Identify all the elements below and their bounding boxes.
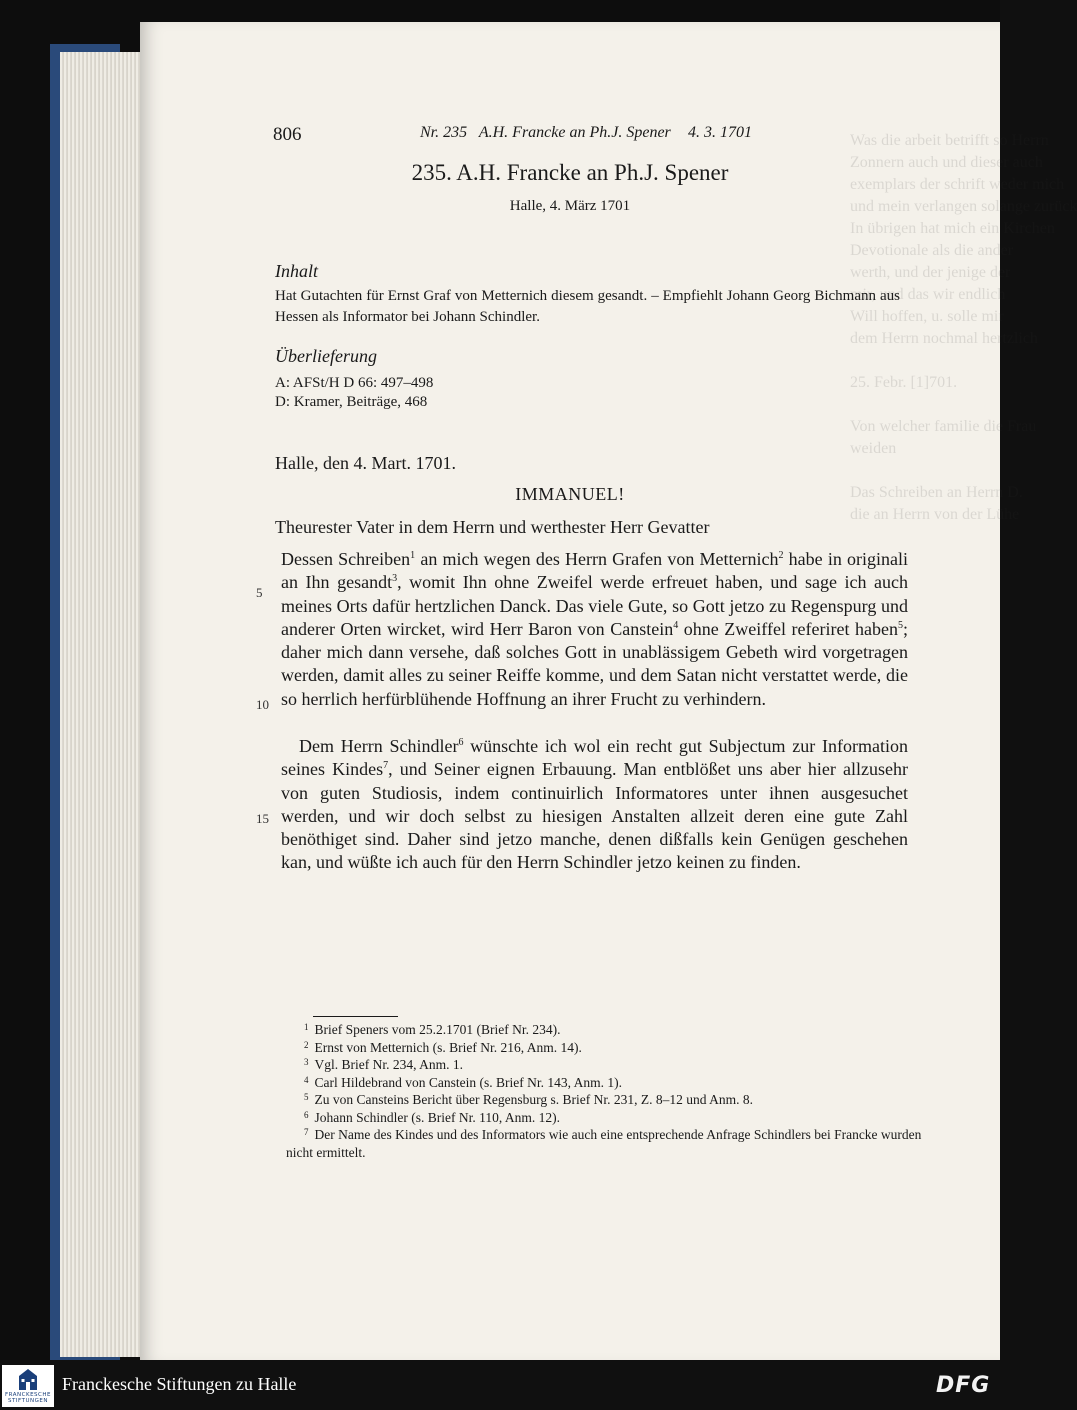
letter-dateline: Halle, den 4. Mart. 1701. (275, 453, 456, 473)
ueberlieferung-source-a: A: AFSt/H D 66: 497–498 (275, 375, 434, 391)
letter-place-date: Halle, 4. März 1701 (509, 198, 631, 214)
footnote: $^3$ Vgl. Brief Nr. 234, Anm. 1. (304, 1057, 463, 1072)
franckesche-stiftungen-logo[interactable] (2, 1365, 54, 1407)
dfg-logo[interactable]: DFG (936, 1373, 991, 1398)
institution-name: Franckesche Stiftungen zu Halle (62, 1374, 297, 1394)
footnote: $^7$ Der Name des Kindes und des Informators wie auch eine entsprechende Anfrage Schindlers bei Francke wurden nicht ermittelt. (286, 1127, 922, 1160)
footnote-divider (313, 1016, 398, 1017)
letter-paragraph-1: Dessen Schreiben$^1$ an mich wegen des Herrn Grafen von Metternich$^2$ habe in originali an Ihn gesandt$^3$, womit Ihn ohne Zweifel werde erfreuet haben, und sage ich auch meines Orts dafür hertzlichen Danck. Das viele Gute, so Gott jetzo zu Regenspurg und anderer Orten wircket, wird Herr Baron von Canstein$^4$ ohne Zweiffel referiret haben$^5$; daher mich dann versehe, daß solches Gott in unablässigem Gebeth wird vorgetragen werden, damit alles zu seiner Reiffe komme, und dem Satan nicht verstattet werde, die so herrlich herfürblühende Hoffnung an ihrer Frucht zu verhindern. (281, 549, 909, 709)
viewer-footer (0, 1360, 1000, 1410)
running-date: 4. 3. 1701 (688, 124, 752, 141)
footnote: $^4$ Carl Hildebrand von Canstein (s. Brief Nr. 143, Anm. 1). (304, 1074, 622, 1090)
footnotes (286, 1021, 926, 1161)
line-number: 5 (256, 585, 263, 600)
letter-invocation: IMMANUEL! (515, 484, 625, 504)
footnote-marker[interactable]: 6 (458, 737, 464, 748)
letter-salutation: Theurester Vater in dem Herrn und werthester Herr Gevatter (275, 517, 710, 537)
footnote-marker[interactable]: 3 (392, 573, 398, 585)
footnote-marker[interactable]: 7 (383, 760, 389, 772)
book-page-edges (60, 52, 145, 1357)
ueberlieferung-source-d: D: Kramer, Beiträge, 468 (275, 394, 428, 410)
footnote: $^2$ Ernst von Metternich (s. Brief Nr. 216, Anm. 14). (304, 1039, 582, 1055)
footnote-marker[interactable]: 4 (673, 619, 679, 631)
footnote: $^6$ Johann Schindler (s. Brief Nr. 110, Anm. 12). (304, 1109, 560, 1125)
inhalt-text: Hat Gutachten für Ernst Graf von Metternich diesem gesandt. – Empfiehlt Johann Georg Bichmann aus Hessen als Informator bei Johann Schindler. (275, 288, 900, 325)
logo-text: FRANCKESCHE STIFTUNGEN (4, 1392, 51, 1404)
letter-paragraph-2: Dem Herrn Schindler$^6$ wünschte ich wol ein recht gut Subjectum zur Information seines Kindes$^7$, und Seiner eignen Erbauung. Man entblößet uns aber hier allzusehr von guten Studiosis, indem continuirlich Informatores unter ihnen ausgesuchet werden, und wir doch selbst zu hiesigen Anstalten allzeit deren eine gute Zahl benöthiget sind. Daher sind jetzo manche, denen dißfalls kein Genügen geschehen kan, und wüßte ich auch für den Herrn Schindler jetzo keinen zu finden. (281, 736, 908, 873)
footnote-marker[interactable]: 1 (410, 550, 416, 561)
footnote: $^5$ Zu von Cansteins Bericht über Regensburg s. Brief Nr. 231, Z. 8–12 und Anm. 8. (304, 1092, 753, 1107)
footnote-marker[interactable]: 5 (897, 619, 903, 631)
inhalt-heading: Inhalt (275, 261, 318, 281)
line-number: 15 (256, 811, 269, 826)
footnote: $^1$ Brief Speners vom 25.2.1701 (Brief Nr. 234). (304, 1022, 561, 1037)
ueberlieferung-heading: Überlieferung (275, 346, 377, 366)
page-number: 806 (273, 124, 302, 145)
building-icon (19, 1368, 37, 1390)
letter-heading: 235. A.H. Francke an Ph.J. Spener (411, 160, 729, 185)
running-title: Nr. 235 A.H. Francke an Ph.J. Spener (420, 124, 671, 141)
footnote-marker[interactable]: 2 (778, 550, 784, 561)
bleed-through-text: Was die arbeit betrifft so Herrn Zonnern auch und dieser auch exemplars der schrift weder mich und mein verlangen solange zurück In übrigen hat mich ein Kirchen Devotionale als die ander werth, und der jenige der mir, und das wir endlich Will hoffen, u. solle mir dem Herrn nochmal hertzlich 25. Febr. [1]701. Von welcher familie die Frau weiden Das Schreiben an Herrn D. die an Herrn von der Lühe (850, 132, 1077, 523)
line-number: 10 (256, 697, 269, 712)
